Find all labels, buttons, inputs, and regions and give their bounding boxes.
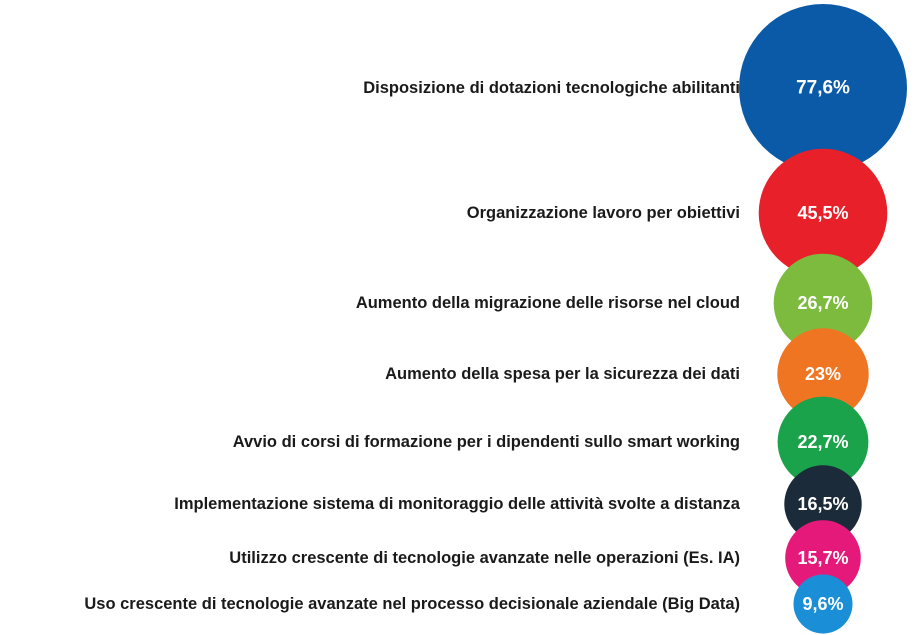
category-label-8: Uso crescente di tecnologie avanzate nel processo decisionale aziendale (Big Data) [84, 595, 740, 613]
category-label-5: Avvio di corsi di formazione per i dipendenti sullo smart working [232, 433, 740, 451]
value-label-7: 15,7% [797, 548, 849, 568]
category-label-3: Aumento della migrazione delle risorse nel cloud [355, 294, 740, 312]
value-label-3: 26,7% [797, 293, 849, 313]
category-label-2: Organizzazione lavoro per obiettivi [466, 204, 740, 222]
value-label-1: 77,6% [796, 77, 850, 99]
category-label-7: Utilizzo crescente di tecnologie avanzate nelle operazioni (Es. IA) [229, 549, 740, 567]
value-label-5: 22,7% [797, 432, 849, 452]
category-label-4: Aumento della spesa per la sicurezza dei dati [385, 365, 740, 383]
value-label-6: 16,5% [797, 494, 849, 514]
value-label-8: 9,6% [802, 594, 844, 614]
labels-layer [84, 78, 850, 615]
value-label-2: 45,5% [797, 203, 849, 223]
category-label-6: Implementazione sistema di monitoraggio delle attività svolte a distanza [174, 495, 740, 513]
value-label-4: 23% [804, 364, 842, 384]
category-label-1: Disposizione di dotazioni tecnologiche abilitanti [363, 79, 740, 97]
